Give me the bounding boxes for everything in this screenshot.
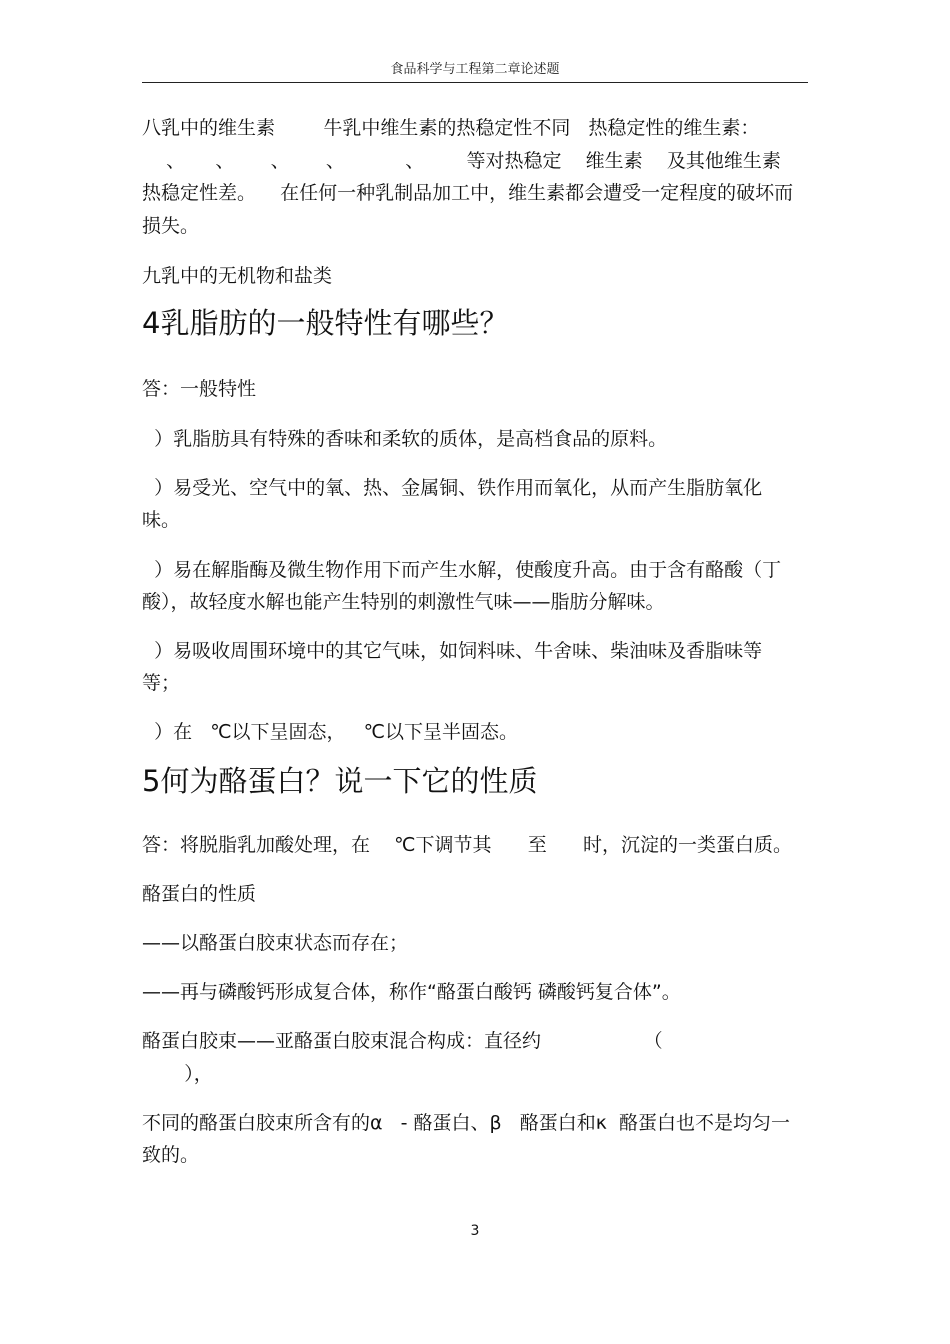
fat-property-1: ）乳脂肪具有特殊的香味和柔软的质体，是高档食品的原料。 [142, 428, 668, 450]
question-5-heading: 5何为酪蛋白？说一下它的性质 [142, 764, 538, 798]
running-header: 食品科学与工程第二章论述题 [390, 62, 560, 77]
fat-property-4: ）易吸收周围环境中的其它气味，如饲料味、牛舍味、柴油味及香脂味等 [142, 640, 763, 662]
fat-property-5: ）在 ℃以下呈固态， ℃以下呈半固态。 [142, 721, 518, 743]
casein-definition: 答：将脱脂乳加酸处理，在 ℃下调节其 至 时，沉淀的一类蛋白质。 [142, 834, 792, 856]
vitamin-paragraph-line-1: 八乳中的维生素 牛乳中维生素的热稳定性不同 热稳定性的维生素： [142, 117, 760, 139]
casein-composition-line-continued: 致的。 [142, 1144, 200, 1166]
casein-properties-title: 酪蛋白的性质 [142, 883, 257, 905]
casein-composition-line: 不同的酪蛋白胶束所含有的α - 酪蛋白、β 酪蛋白和κ 酪蛋白也不是均匀一 [142, 1112, 791, 1134]
page-number: 3 [470, 1223, 480, 1239]
vitamin-paragraph-line-2: 、 、 、 、 、 等对热稳定 维生素 及其他维生素 [142, 150, 781, 172]
casein-property-2: ——再与磷酸钙形成复合体，称作“酪蛋白酸钙 磷酸钙复合体”。 [142, 981, 681, 1003]
vitamin-paragraph-line-4: 损失。 [142, 215, 200, 237]
fat-property-2-continued: 味。 [142, 509, 181, 531]
casein-micelle-line-continued: ）， [142, 1063, 213, 1085]
fat-property-3: ）易在解脂酶及微生物作用下而产生水解，使酸度升高。由于含有酪酸（丁 [142, 559, 782, 581]
header-rule [142, 82, 808, 83]
question-4-heading: 4乳脂肪的一般特性有哪些？ [142, 306, 509, 340]
casein-property-1: ——以酪蛋白胶束状态而存在； [142, 932, 409, 954]
fat-property-2: ）易受光、空气中的氧、热、金属铜、铁作用而氧化，从而产生脂肪氧化 [142, 477, 763, 499]
fat-property-3-continued: 酸），故轻度水解也能产生特别的刺激性气味——脂肪分解味。 [142, 591, 665, 613]
question-4-answer-label: 答：一般特性 [142, 378, 257, 400]
vitamin-paragraph-line-3: 热稳定性差。 在任何一种乳制品加工中，维生素都会遭受一定程度的破坏而 [142, 182, 794, 204]
fat-property-4-continued: 等； [142, 672, 181, 694]
minerals-section-title: 九乳中的无机物和盐类 [142, 265, 333, 287]
casein-micelle-line: 酪蛋白胶束——亚酪蛋白胶束混合构成：直径约 （ [142, 1030, 663, 1052]
